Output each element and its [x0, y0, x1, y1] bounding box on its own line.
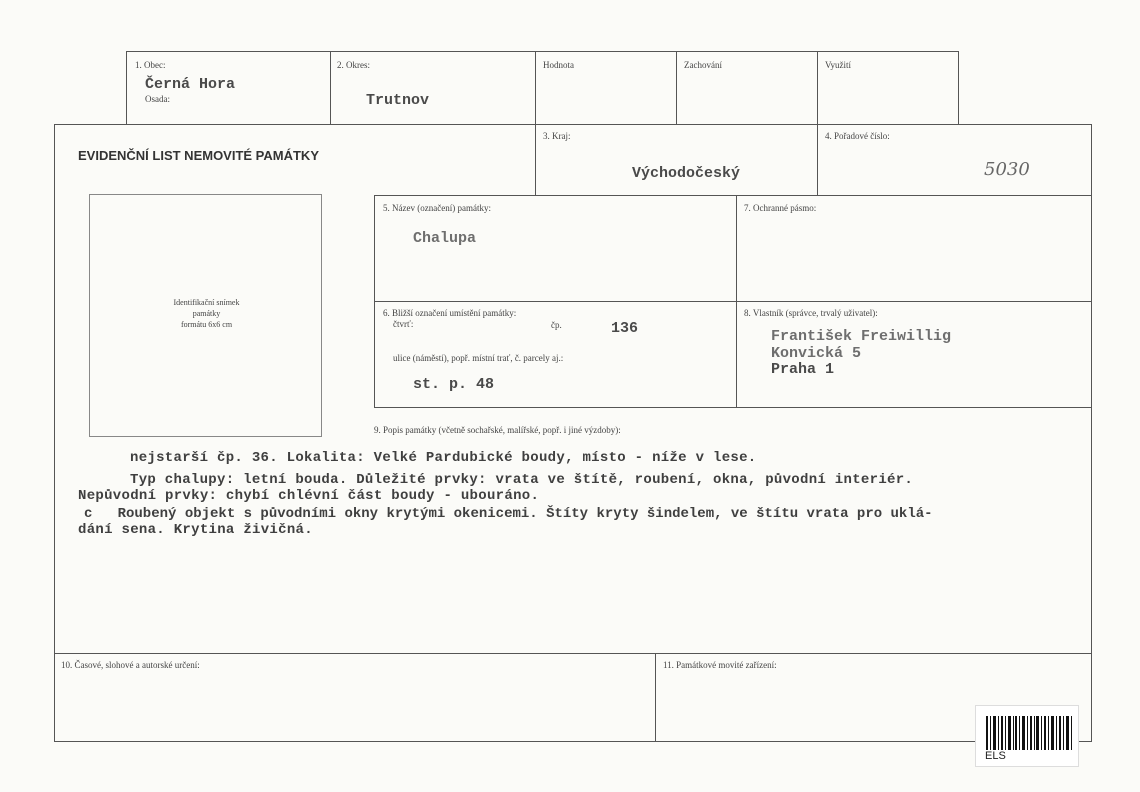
vyuziti-box [817, 51, 959, 125]
cp-value: 136 [611, 320, 639, 337]
form-title: EVIDENČNÍ LIST NEMOVITÉ PAMÁTKY [78, 148, 319, 163]
zachovani-box [676, 51, 818, 125]
photo-placeholder [89, 194, 322, 437]
vlastnik-city: Praha 1 [771, 361, 835, 378]
barcode-sticker [975, 705, 1079, 767]
poradove-box [817, 124, 1092, 196]
ctvrt-label: čtvrť: [393, 319, 414, 329]
photo-label: Identifikační snímek památky formátu 6x6 cm [173, 298, 240, 329]
kraj-box [535, 124, 818, 196]
nazev-value: Chalupa [413, 230, 477, 247]
casove-box [54, 653, 656, 742]
kraj-value: Východočeský [632, 165, 741, 182]
ochranne-box [736, 195, 1092, 302]
ulice-label: ulice (náměstí), popř. místní trať, č. parcely aj.: [393, 353, 564, 363]
movite-label: 11. Památkové movité zařízení: [663, 660, 777, 670]
barcode-text: ELS [985, 750, 1006, 762]
umisteni-label: 6. Bližší označení umístění památky: [383, 308, 517, 318]
popis-line: Typ chalupy: letní bouda. Důležité prvky: vrata ve štítě, roubení, okna, původní interiér. [130, 472, 914, 488]
okres-label: 2. Okres: [337, 60, 370, 70]
popis-line: c Roubený objekt s původními okny krytými okenicemi. Štíty kryty šindelem, ve štítu vrata pro uklá- [84, 506, 933, 522]
cp-label: čp. [551, 320, 562, 330]
popis-label: 9. Popis památky (včetně sochařské, malířské, popř. i jiné výzdoby): [374, 425, 621, 435]
popis-line: Nepůvodní prvky: chybí chlévní část boudy - ubouráno. [78, 488, 540, 504]
okres-box [330, 51, 536, 125]
popis-line: dání sena. Krytina živičná. [78, 522, 313, 538]
kraj-label: 3. Kraj: [543, 131, 571, 141]
osada-label: Osada: [145, 94, 170, 104]
vyuziti-label: Využití [825, 60, 851, 70]
vlastnik-street: Konvická 5 [771, 345, 862, 362]
casove-label: 10. Časové, slohové a autorské určení: [61, 660, 200, 670]
barcode-image [986, 716, 1072, 750]
obec-label: 1. Obec: [135, 60, 166, 70]
popis-line: nejstarší čp. 36. Lokalita: Velké Pardubické boudy, místo - níže v lese. [130, 450, 757, 466]
okres-value: Trutnov [366, 92, 430, 109]
ochranne-label: 7. Ochranné pásmo: [744, 203, 817, 213]
obec-box [126, 51, 331, 125]
poradove-value: 5030 [984, 159, 1030, 180]
parcela-value: st. p. 48 [413, 376, 495, 393]
hodnota-label: Hodnota [543, 60, 574, 70]
vlastnik-label: 8. Vlastník (správce, trvalý uživatel): [744, 308, 878, 318]
obec-value: Černá Hora [145, 76, 236, 93]
nazev-label: 5. Název (označení) památky: [383, 203, 491, 213]
hodnota-box [535, 51, 677, 125]
vlastnik-name: František Freiwillig [771, 328, 952, 345]
zachovani-label: Zachování [684, 60, 722, 70]
poradove-label: 4. Pořadové číslo: [825, 131, 890, 141]
nazev-box [374, 195, 737, 302]
vlastnik-box [736, 301, 1092, 408]
umisteni-box [374, 301, 737, 408]
